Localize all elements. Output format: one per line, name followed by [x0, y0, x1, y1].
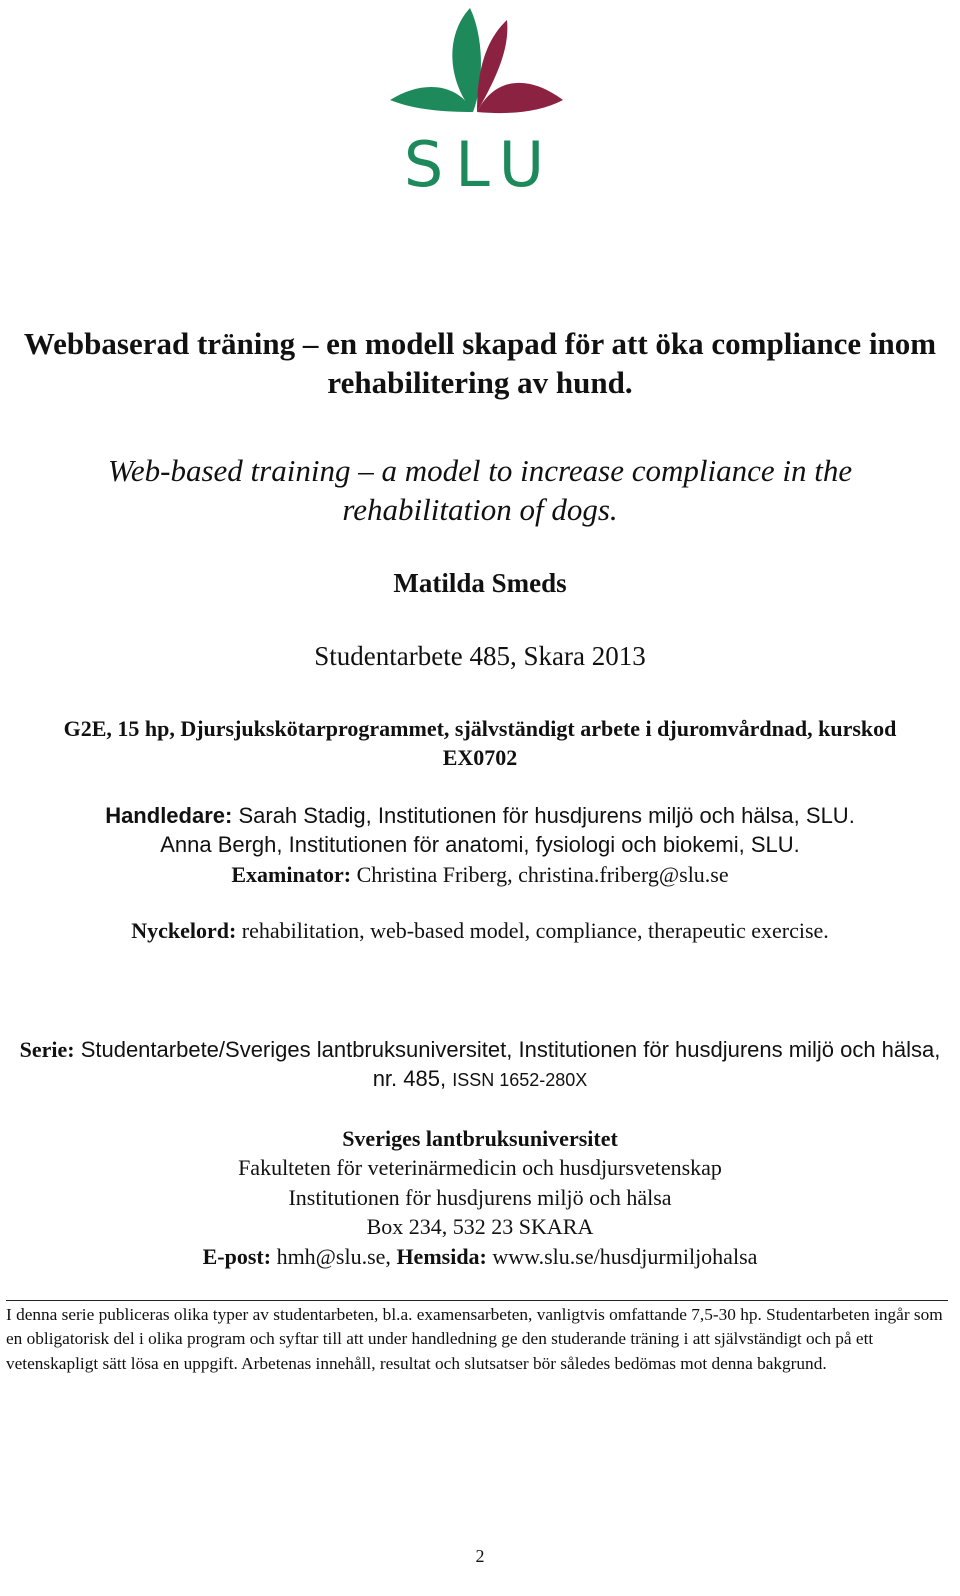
email-label: E-post:	[202, 1243, 272, 1269]
keywords-label: Nyckelord:	[131, 918, 237, 943]
keywords-value: rehabilitation, web-based model, compliance, therapeutic exercise.	[236, 918, 829, 943]
logo-wordmark: SLU	[403, 128, 557, 201]
university-block	[0, 1124, 960, 1271]
email-value: hmh@slu.se,	[271, 1243, 397, 1269]
supervisor-value-1: Sarah Stadig, Institutionen för husdjurens miljö och hälsa, SLU.	[232, 803, 855, 828]
keywords-line	[0, 918, 960, 944]
title-english: Web-based training – a model to increase compliance in the rehabilitation of dogs.	[107, 453, 853, 527]
department-name: Institutionen för husdjurens miljö och hälsa	[288, 1184, 672, 1210]
serie-issn: ISSN 1652-280X	[452, 1070, 588, 1090]
postal-address: Box 234, 532 23 SKARA	[366, 1214, 594, 1240]
serie-value: Studentarbete/Sveriges lantbruksuniversitet, Institutionen för husdjurens miljö och hälsa, nr. 485,	[74, 1037, 941, 1091]
supervisor-label: Handledare:	[105, 803, 233, 828]
faculty-name: Fakulteten för veterinärmedicin och husdjursvetenskap	[238, 1155, 722, 1181]
examiner-value: Christina Friberg, christina.friberg@slu.se	[351, 862, 729, 887]
series-short: Studentarbete 485, Skara 2013	[314, 641, 646, 671]
title-swedish: Webbaserad träning – en modell skapad för att öka compliance inom rehabilitering av hund.	[23, 326, 937, 400]
serie-info	[10, 1035, 950, 1095]
website-value: www.slu.se/husdjurmiljohalsa	[486, 1243, 758, 1269]
supervisor-line-1	[0, 801, 960, 831]
university-name: Sveriges lantbruksuniversitet	[342, 1126, 618, 1151]
supervisor-line-2: Anna Bergh, Institutionen för anatomi, fysiologi och biokemi, SLU.	[160, 832, 800, 857]
footnote-divider	[6, 1300, 948, 1301]
footnote-text: I denna serie publiceras olika typer av studentarbeten, bl.a. examensarbeten, vanligtvis omfattande 7,5-30 hp. Studentarbeten ingår som en obligatorisk del i olika program och syftar till att under handledning ge den studerande träning i att självständigt och på ett vetenskapligt sätt lösa en uppgift. Arbetenas innehåll, resultat och slutsatser bör således bedömas mot denna bakgrund.	[6, 1305, 943, 1373]
program-info: G2E, 15 hp, Djursjukskötarprogrammet, självständigt arbete i djuromvårdnad, kurskod EX0702	[63, 716, 897, 770]
examiner-line	[0, 860, 960, 890]
author-name: Matilda Smeds	[393, 568, 567, 598]
contact-line	[0, 1242, 960, 1271]
page-number: 2	[475, 1546, 485, 1566]
website-label: Hemsida:	[396, 1243, 487, 1269]
examiner-label: Examinator:	[231, 862, 352, 887]
serie-label: Serie:	[19, 1037, 75, 1062]
